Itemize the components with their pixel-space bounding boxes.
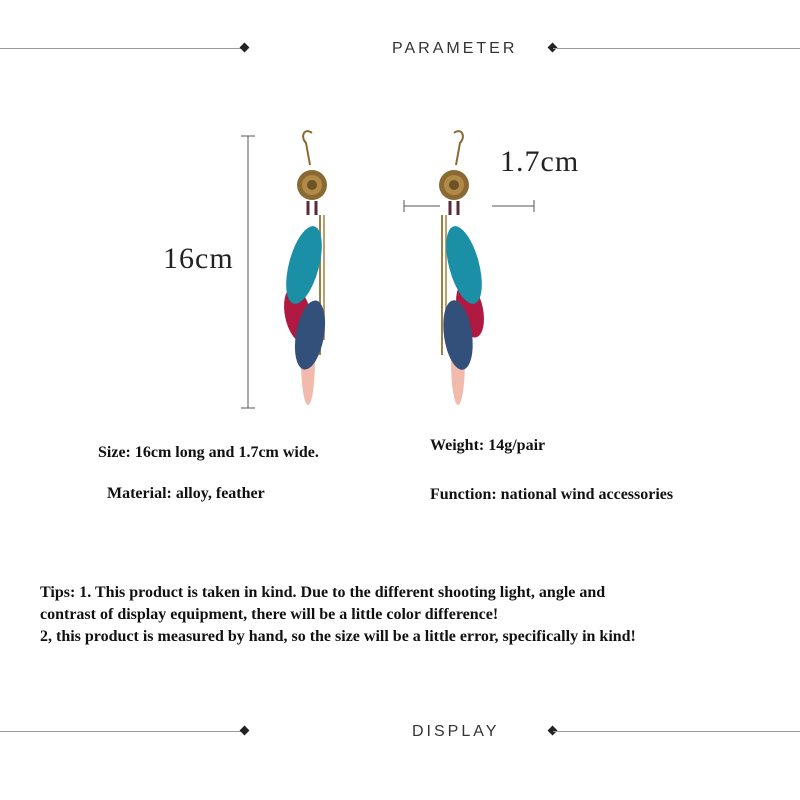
spec-size: Size: 16cm long and 1.7cm wide. [98,444,319,461]
header-line-right [553,731,800,732]
spec-material: Material: alloy, feather [107,485,265,502]
section-title-display: DISPLAY [412,723,500,740]
tips-block [40,582,790,648]
length-dimension-line [235,130,265,415]
tips-line-2: contrast of display equipment, there will be a little color difference! [40,606,499,623]
width-label: 1.7cm [500,145,580,178]
earring-image-right [412,125,492,415]
spec-function: Function: national wind accessories [430,486,674,503]
tips-line-1: Tips: 1. This product is taken in kind. Due to the different shooting light, angle and [40,584,606,601]
diamond-icon [240,43,250,53]
tips-line-3: 2, this product is measured by hand, so the size will be a little error, specifically in kind! [40,628,636,645]
header-line-right [553,48,800,49]
display-header [0,722,800,742]
diamond-icon [240,726,250,736]
section-title-parameter: PARAMETER [392,40,518,57]
length-label: 16cm [163,242,234,275]
spec-weight: Weight: 14g/pair [430,437,546,454]
header-line-left [0,731,243,732]
earring-image-left [270,125,350,415]
header-line-left [0,48,243,49]
parameter-header [0,39,800,59]
